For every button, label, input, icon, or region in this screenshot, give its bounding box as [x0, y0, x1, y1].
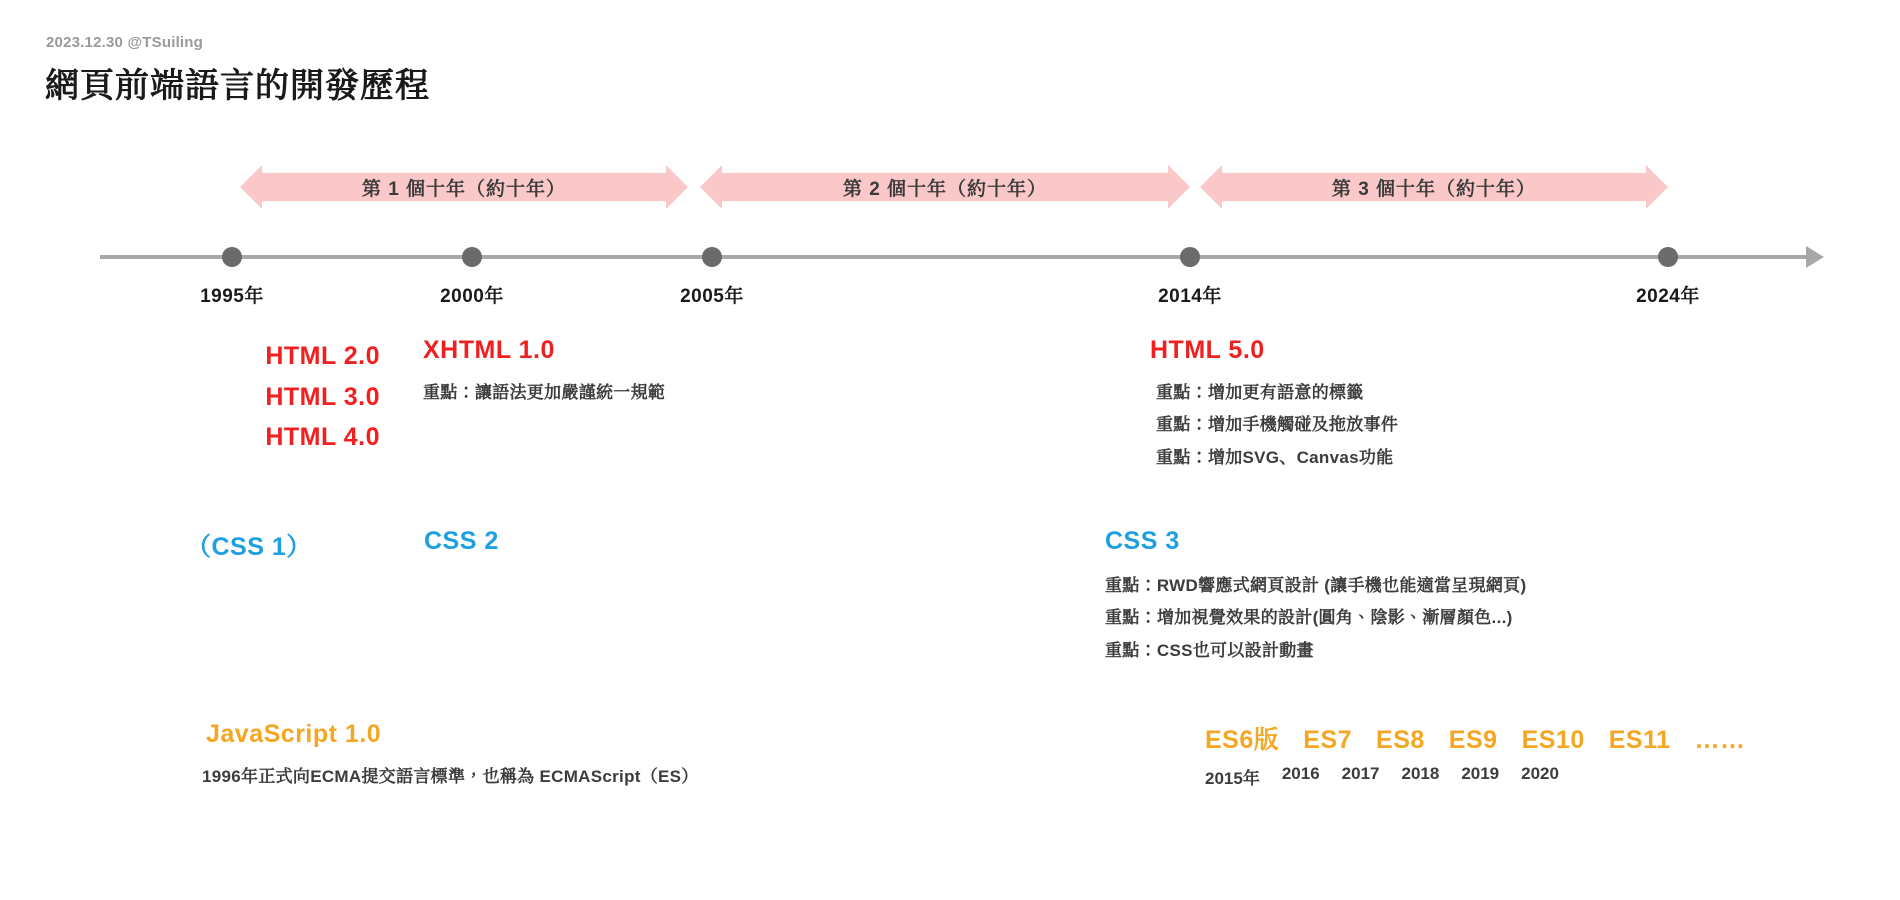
javascript-group [202, 720, 699, 793]
css2-group [424, 527, 499, 556]
es-year-2015: 2015年 [1205, 769, 1260, 788]
timeline-arrow-icon [1806, 246, 1824, 268]
css3-note-3: 重點：CSS也可以設計動畫 [1105, 640, 1314, 660]
es8-label: ES8 [1376, 726, 1425, 754]
es6-label: ES6版 [1205, 726, 1280, 754]
es-year-2019: 2019 [1461, 764, 1500, 783]
page-title: 網頁前端語言的開發歷程 [45, 67, 430, 105]
es7-label: ES7 [1303, 726, 1353, 754]
year-label-2014: 2014年 [1158, 286, 1222, 307]
javascript-note: 1996年正式向ECMA提交語言標準，也稱為 ECMAScript（ES） [202, 767, 699, 786]
timeline-node-2000 [462, 247, 482, 267]
xhtml-1-0-label: XHTML 1.0 [423, 336, 555, 364]
es-versions-row [1205, 720, 1746, 756]
html5-note-2: 重點：增加手機觸碰及拖放事件 [1156, 415, 1399, 435]
css-2-label: CSS 2 [424, 527, 499, 555]
html5-note-3: 重點：增加SVG、Canvas功能 [1156, 447, 1394, 467]
html-4-0-label: HTML 4.0 [265, 423, 380, 451]
es-years-row [1205, 764, 1746, 789]
timeline-node-1995 [222, 247, 242, 267]
es-year-2016: 2016 [1281, 764, 1320, 783]
year-label-2024: 2024年 [1636, 286, 1700, 307]
es10-label: ES10 [1521, 726, 1585, 754]
javascript-1-0-label: JavaScript 1.0 [206, 720, 382, 748]
decade-label-3: 第 3 個十年（約十年） [1331, 178, 1537, 200]
decade-label-2: 第 2 個十年（約十年） [842, 178, 1048, 200]
es-year-2017: 2017 [1341, 764, 1380, 783]
decade-band-3 [1200, 165, 1668, 209]
es-versions-group [1205, 720, 1746, 789]
html-3-0-label: HTML 3.0 [265, 382, 380, 411]
decade-band-2 [700, 165, 1190, 209]
decade-band-1 [240, 165, 688, 209]
es9-label: ES9 [1448, 726, 1498, 754]
css1-group [186, 527, 312, 563]
html-5-0-label: HTML 5.0 [1150, 336, 1265, 364]
html-2-0-label: HTML 2.0 [265, 342, 380, 370]
year-label-2000: 2000年 [440, 286, 504, 307]
css-3-label: CSS 3 [1105, 527, 1180, 555]
year-label-1995: 1995年 [200, 286, 264, 307]
html5-note-1: 重點：增加更有語意的標籤 [1156, 383, 1364, 402]
es-more-label: …… [1694, 726, 1746, 754]
css3-note-1: 重點：RWD響應式網頁設計 (讓手機也能適當呈現網頁) [1105, 576, 1527, 595]
xhtml-group [423, 336, 665, 409]
html5-group [1150, 336, 1398, 474]
timeline-node-2005 [702, 247, 722, 267]
decade-label-1: 第 1 個十年（約十年） [361, 178, 567, 200]
xhtml-note: 重點：讓語法更加嚴謹統一規範 [423, 383, 666, 402]
timeline-node-2024 [1658, 247, 1678, 267]
css3-group [1105, 527, 1526, 667]
timeline-axis [100, 255, 1810, 259]
es-year-2018: 2018 [1401, 764, 1440, 783]
es11-label: ES11 [1608, 726, 1671, 754]
es-year-2020: 2020 [1521, 764, 1559, 783]
year-label-2005: 2005年 [680, 286, 744, 307]
byline: 2023.12.30 @TSuiling [46, 34, 204, 51]
css-1-label: （CSS 1） [186, 533, 312, 561]
css3-note-2: 重點：增加視覺效果的設計(圓角、陰影、漸層顏色...) [1105, 608, 1513, 628]
html-1995-group [90, 336, 380, 458]
timeline-node-2014 [1180, 247, 1200, 267]
